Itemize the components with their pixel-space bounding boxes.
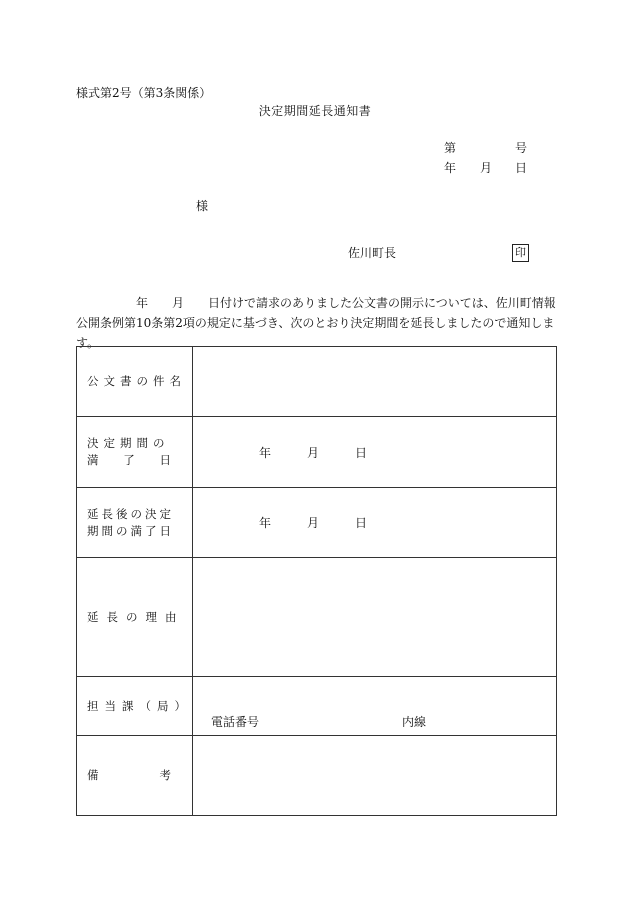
value-department[interactable]	[193, 677, 557, 736]
doc-number-dai: 第	[444, 141, 457, 155]
label-department: 担当課（局）	[77, 677, 193, 736]
notice-table	[76, 346, 557, 816]
addressee-suffix: 様	[196, 199, 209, 213]
seal-mark: 印	[512, 244, 529, 262]
value-extension-reason[interactable]	[193, 558, 557, 677]
body-line: 公開条例第10条第2項の規定に基づき、次のとおり決定期間を延長しましたので通知しま	[76, 316, 555, 330]
table-row	[77, 677, 557, 736]
value-decision-deadline[interactable]: 年 月 日	[193, 417, 557, 488]
body-line: す。	[76, 336, 100, 350]
phone-label: 電話番号	[211, 714, 260, 729]
table-row	[77, 488, 557, 558]
body-text	[76, 293, 556, 353]
doc-number-go: 号	[515, 141, 528, 155]
label-remarks: 備 考	[77, 736, 193, 816]
table-row	[77, 736, 557, 816]
label-extension-reason: 延長の理由	[77, 558, 193, 677]
form-number: 様式第2号（第3条関係）	[76, 86, 212, 100]
table-row	[77, 417, 557, 488]
label-document-name: 公文書の件名	[77, 347, 193, 417]
document-title: 決定期間延長通知書	[258, 104, 372, 118]
sender-name: 佐川町長	[348, 246, 397, 260]
extension-label: 内線	[402, 714, 427, 729]
label-decision-deadline: 決定期間の 満 了 日	[77, 417, 193, 488]
body-line: 年 月 日付けで請求のありました公文書の開示については、佐川町情報	[76, 296, 556, 310]
issue-date-day: 日	[515, 161, 528, 175]
label-extended-deadline: 延長後の決定 期間の満了日	[77, 488, 193, 558]
table-row	[77, 558, 557, 677]
issue-date-year: 年	[444, 161, 457, 175]
value-extended-deadline[interactable]: 年 月 日	[193, 488, 557, 558]
value-remarks[interactable]	[193, 736, 557, 816]
table-row	[77, 347, 557, 417]
issue-date-month: 月	[480, 161, 493, 175]
value-document-name[interactable]	[193, 347, 557, 417]
